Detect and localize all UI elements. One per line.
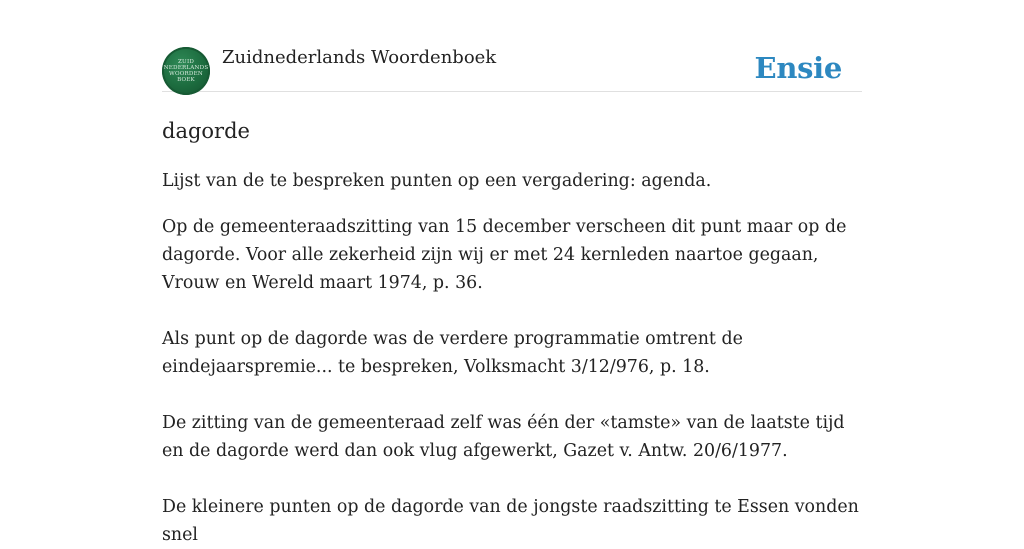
source-title[interactable]: Zuidnederlands Woordenboek xyxy=(222,47,497,68)
citation-paragraph: Als punt op de dagorde was de verdere programmatie omtrent de eindejaarspremie... te bespreken, Volksmacht 3/12/976, p. 18. xyxy=(162,329,743,377)
logo-text-line: WOORDEN xyxy=(169,71,203,77)
logo-text-line: BOEK xyxy=(177,77,195,83)
logo-text-line: ZUID xyxy=(177,59,195,65)
logo-text-line: NEDERLANDS xyxy=(163,65,209,71)
citation-paragraph: Op de gemeenteraadszitting van 15 december verscheen dit punt maar op de dagorde. Voor alle zekerheid zijn wij er met 24 kernleden naartoe gegaan, Vrouw en Wereld maart 1974, p. 36. xyxy=(162,217,847,293)
page xyxy=(162,0,862,549)
ensie-logo-link[interactable]: Ensie xyxy=(754,51,842,85)
citation-paragraph: De zitting van de gemeenteraad zelf was één der «tamste» van de laatste tijd en de dagorde werd dan ook vlug afgewerkt, Gazet v. Antw. 20/6/1977. xyxy=(162,413,845,461)
entry-headword: dagorde xyxy=(162,119,250,143)
citation-paragraph: De kleinere punten op de dagorde van de jongste raadszitting te Essen vonden snel xyxy=(162,497,859,545)
source-logo[interactable] xyxy=(162,47,210,95)
header xyxy=(162,46,862,92)
entry-definition: Lijst van de te bespreken punten op een vergadering: agenda. xyxy=(162,171,712,191)
